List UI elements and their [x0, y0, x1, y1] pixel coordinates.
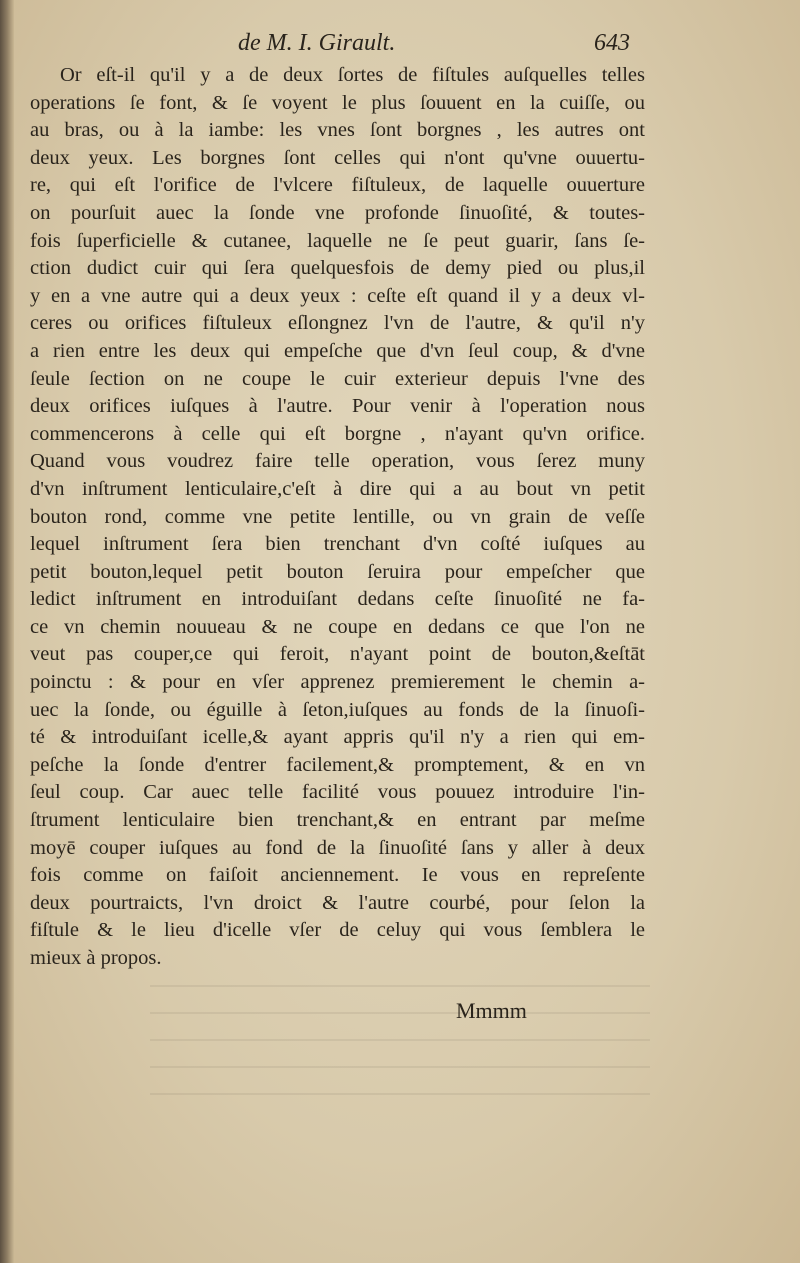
page-number: 643 — [594, 30, 630, 56]
text-line: on pourſuit auec la ſonde vne profonde ſinuoſité, & toutes- — [30, 201, 645, 224]
text-line: fois comme on faiſoit anciennement. Ie vous en repreſente — [30, 864, 645, 887]
running-head — [0, 30, 800, 60]
text-line: poinctu : & pour en vſer apprenez premierement le chemin a- — [30, 671, 645, 694]
text-line: d'vn inſtrument lenticulaire,c'eſt à dire qui a au bout vn petit — [30, 477, 645, 500]
text-line: fiſtule & le lieu d'icelle vſer de celuy qui vous ſemblera le — [30, 919, 645, 942]
text-line: bouton rond, comme vne petite lentille, ou vn grain de veſſe — [30, 505, 645, 528]
text-line: Quand vous voudrez faire telle operation, vous ſerez muny — [30, 450, 645, 473]
text-line: petit bouton,lequel petit bouton ſeruira pour empeſcher que — [30, 560, 645, 583]
show-through — [150, 985, 650, 1095]
catchword: Mmmm — [456, 998, 527, 1023]
running-head-title: de M. I. Girault. — [238, 30, 396, 56]
text-line: peſche la ſonde d'entrer facilement,& promptement, & en vn — [30, 753, 645, 776]
text-line: deux pourtraicts, l'vn droict & l'autre courbé, pour ſelon la — [30, 891, 645, 914]
text-line: y en a vne autre qui a deux yeux : ceſte eſt quand il y a deux vl- — [30, 284, 645, 307]
text-line: ction dudict cuir qui ſera quelquesfois de demy pied ou plus,il — [30, 257, 645, 280]
text-line: commencerons à celle qui eſt borgne , n'ayant qu'vn orifice. — [30, 422, 645, 445]
text-line: moyē couper iuſques au fond de la ſinuoſité ſans y aller à deux — [30, 836, 645, 859]
text-line: ſeul coup. Car auec telle facilité vous pouuez introduire l'in- — [30, 781, 645, 804]
text-line: uec la ſonde, ou éguille à ſeton,iuſques au fonds de la ſinuoſi- — [30, 698, 645, 721]
body-text — [30, 62, 645, 973]
text-line: lequel inſtrument ſera bien trenchant d'vn coſté iuſques au — [30, 533, 645, 556]
text-line: re, qui eſt l'orifice de l'vlcere fiſtuleux, de laquelle ouuerture — [30, 174, 645, 197]
text-line: a rien entre les deux qui empeſche que d'vn ſeul coup, & d'vne — [30, 339, 645, 362]
text-line: ſeule ſection on ne coupe le cuir exterieur depuis l'vne des — [30, 367, 645, 390]
page-gutter — [0, 0, 14, 1263]
text-line: ſtrument lenticulaire bien trenchant,& en entrant par meſme — [30, 809, 645, 832]
text-line: operations ſe font, & ſe voyent le plus ſouuent en la cuiſſe, ou — [30, 91, 645, 114]
text-line: fois ſuperficielle & cutanee, laquelle ne ſe peut guarir, ſans ſe- — [30, 229, 645, 252]
text-line: Or eſt-il qu'il y a de deux ſortes de fiſtules auſquelles telles — [60, 64, 645, 86]
text-line: ceres ou orifices fiſtuleux eſlongnez l'vn de l'autre, & qu'il n'y — [30, 312, 645, 335]
text-line: ce vn chemin nouueau & ne coupe en dedans ce que l'on ne — [30, 615, 645, 638]
text-line: au bras, ou à la iambe: les vnes ſont borgnes , les autres ont — [30, 119, 645, 142]
text-line: mieux à propos. — [30, 947, 162, 969]
text-line: deux yeux. Les borgnes ſont celles qui n'ont qu'vne ouuertu- — [30, 146, 645, 169]
text-line: ledict inſtrument en introduiſant dedans ceſte ſinuoſité ne fa- — [30, 588, 645, 611]
text-line: veut pas couper,ce qui feroit, n'ayant point de bouton,&eſtāt — [30, 643, 645, 666]
text-line: té & introduiſant icelle,& ayant appris qu'il n'y a rien qui em- — [30, 726, 645, 749]
text-line: deux orifices iuſques à l'autre. Pour venir à l'operation nous — [30, 395, 645, 418]
